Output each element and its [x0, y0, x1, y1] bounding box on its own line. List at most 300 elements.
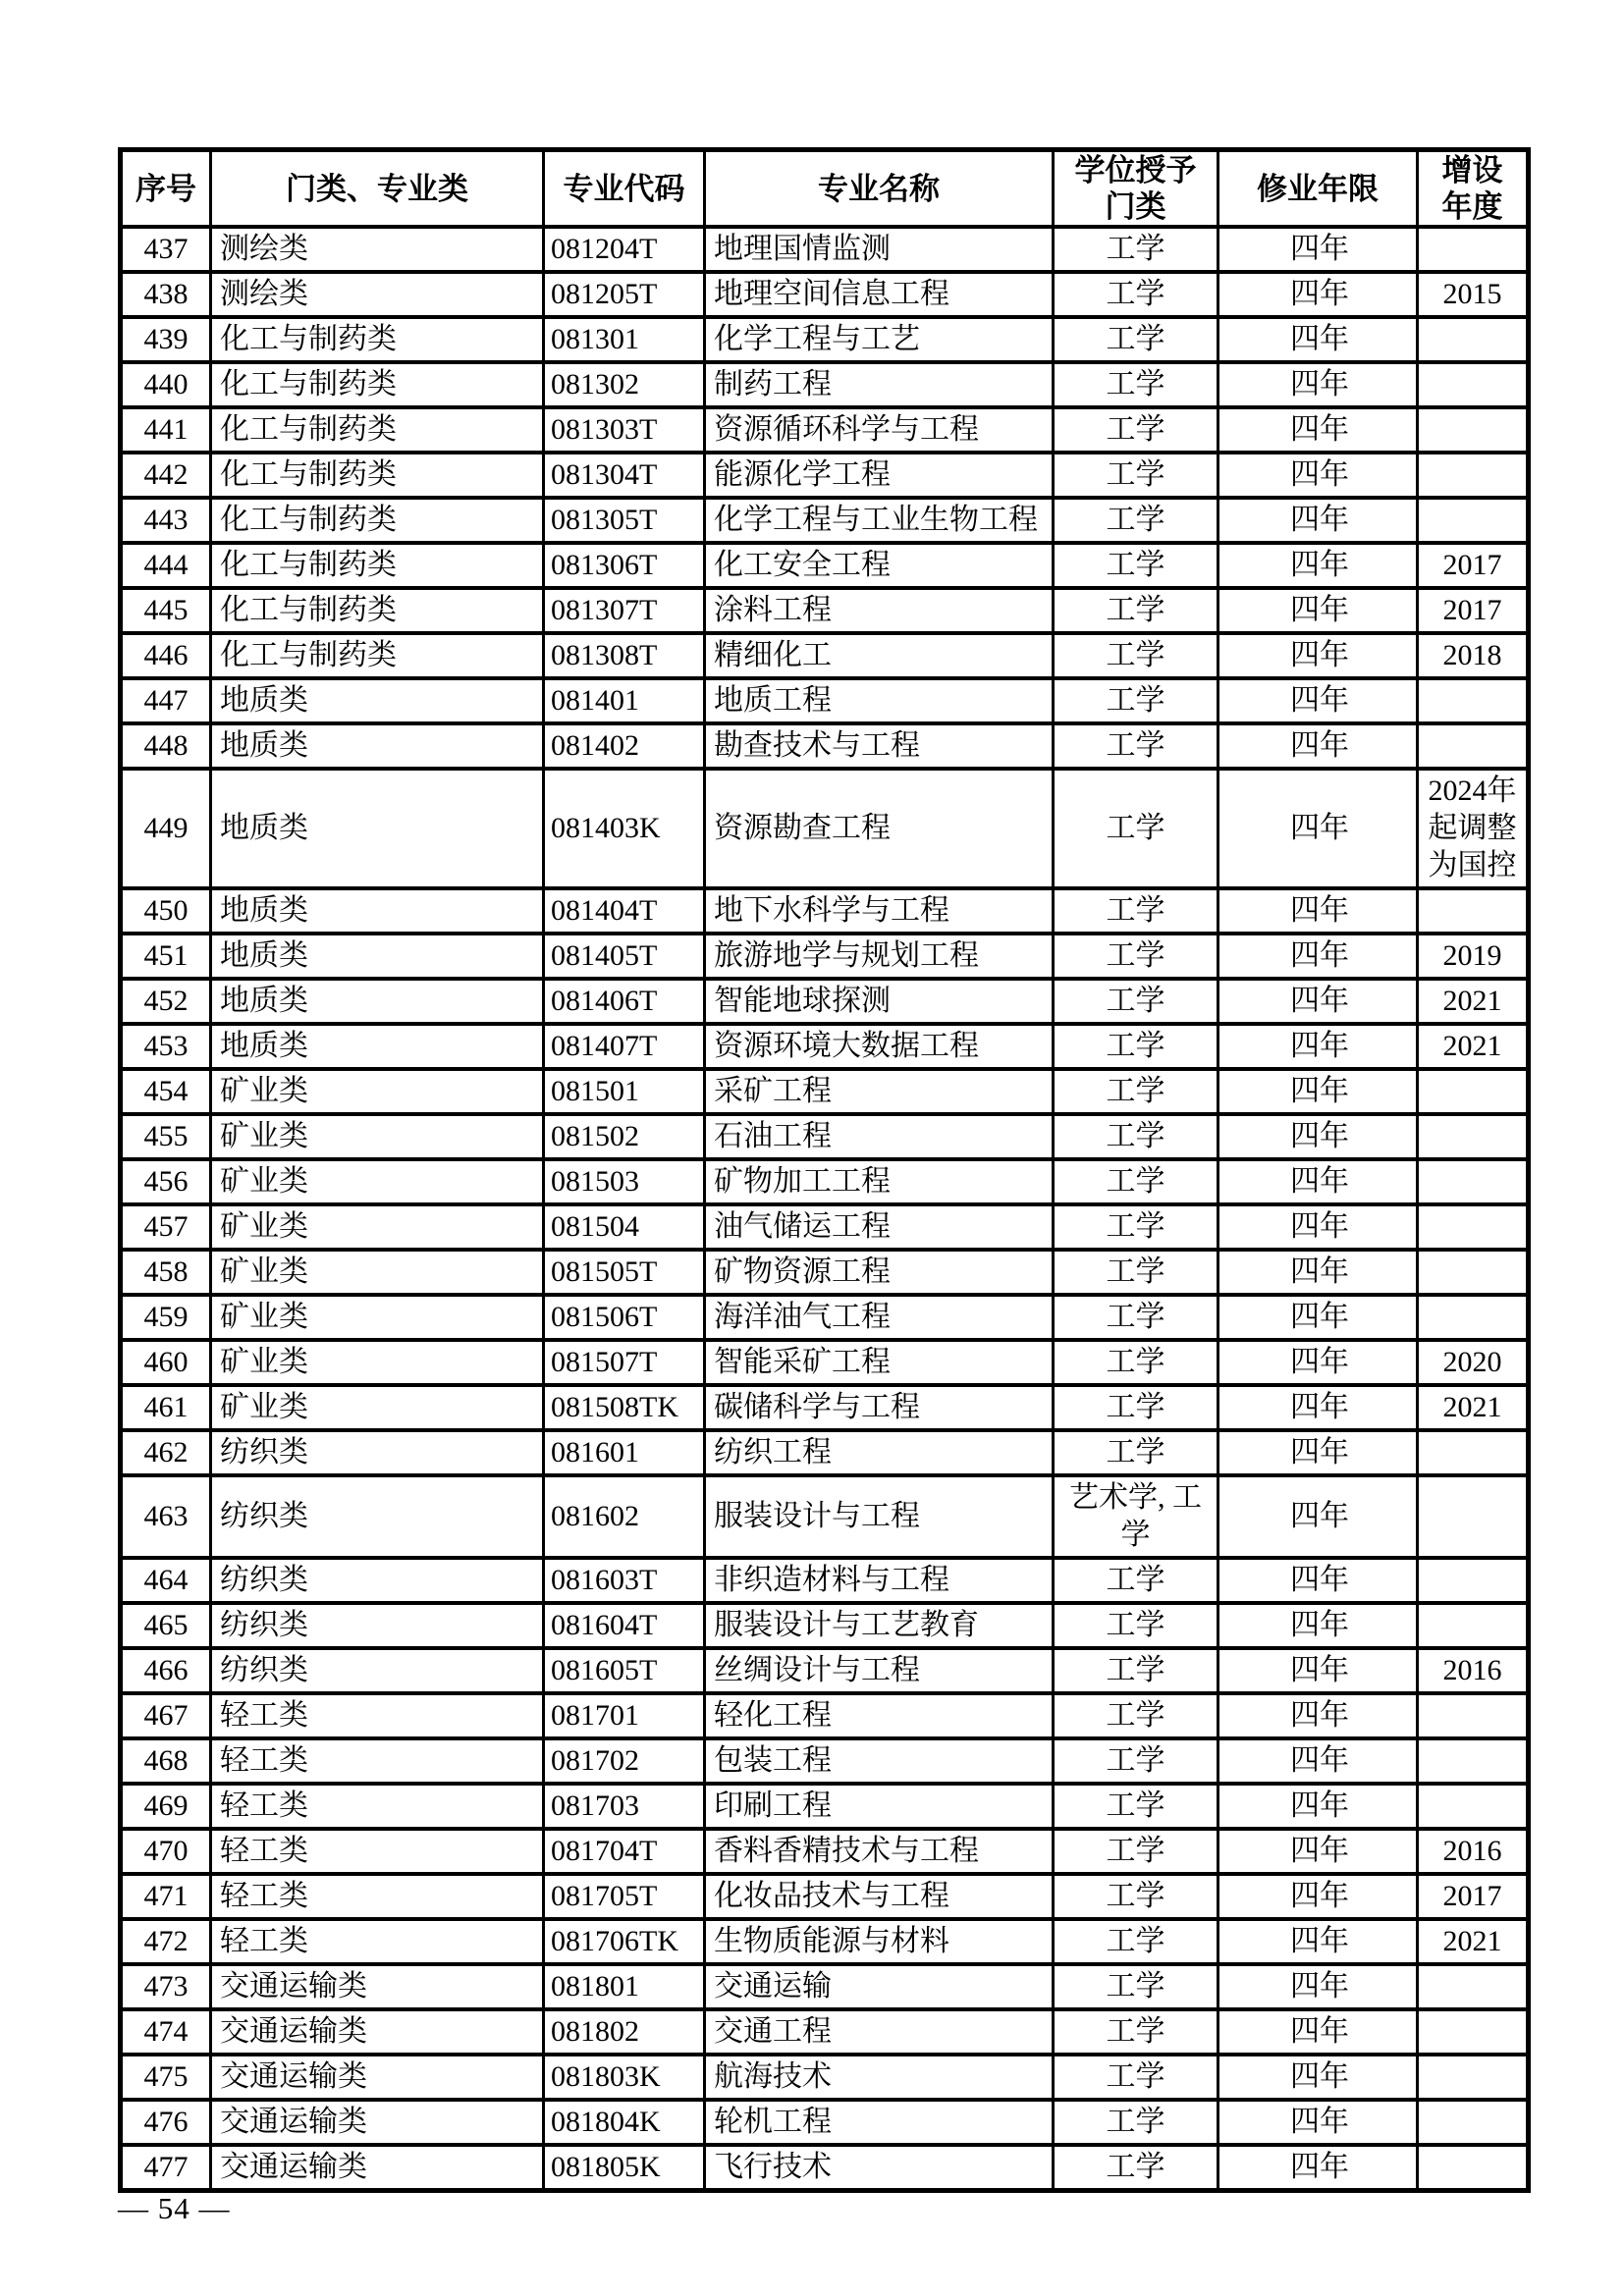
table-row [121, 1784, 1529, 1829]
cell-year-added [1418, 2145, 1529, 2191]
table-row [121, 1024, 1529, 1069]
cell-code: 081305T [544, 498, 705, 543]
table-row [121, 407, 1529, 453]
cell-year-added [1418, 1250, 1529, 1295]
cell-name: 服装设计与工艺教育 [705, 1603, 1054, 1648]
cell-degree: 工学 [1054, 272, 1218, 317]
header-cell-category: 门类、专业类 [211, 150, 544, 228]
cell-year-added [1418, 1204, 1529, 1250]
cell-index: 473 [121, 1964, 211, 2009]
table-header [121, 150, 1529, 228]
cell-year-added [1418, 723, 1529, 769]
table-row [121, 1159, 1529, 1204]
cell-name: 油气储运工程 [705, 1204, 1054, 1250]
header-cell-code: 专业代码 [544, 150, 705, 228]
cell-category: 地质类 [211, 934, 544, 979]
cell-degree: 工学 [1054, 2100, 1218, 2145]
cell-code: 081503 [544, 1159, 705, 1204]
cell-duration: 四年 [1218, 1430, 1418, 1475]
cell-index: 460 [121, 1340, 211, 1385]
cell-duration: 四年 [1218, 1204, 1418, 1250]
cell-duration: 四年 [1218, 678, 1418, 723]
table-row [121, 543, 1529, 588]
cell-year-added: 2016 [1418, 1829, 1529, 1874]
cell-degree: 工学 [1054, 1385, 1218, 1430]
cell-code: 081502 [544, 1114, 705, 1159]
cell-degree: 工学 [1054, 362, 1218, 407]
cell-code: 081603T [544, 1558, 705, 1603]
cell-duration: 四年 [1218, 362, 1418, 407]
cell-duration: 四年 [1218, 1648, 1418, 1693]
cell-duration: 四年 [1218, 934, 1418, 979]
cell-name: 化学工程与工业生物工程 [705, 498, 1054, 543]
table-row [121, 2009, 1529, 2055]
cell-duration: 四年 [1218, 1159, 1418, 1204]
cell-name: 化学工程与工艺 [705, 317, 1054, 362]
cell-category: 地质类 [211, 1024, 544, 1069]
cell-category: 测绘类 [211, 227, 544, 272]
cell-year-added [1418, 407, 1529, 453]
cell-degree: 工学 [1054, 1295, 1218, 1340]
cell-year-added [1418, 1475, 1529, 1558]
cell-category: 轻工类 [211, 1874, 544, 1919]
cell-index: 440 [121, 362, 211, 407]
cell-category: 矿业类 [211, 1204, 544, 1250]
header-cell-duration: 修业年限 [1218, 150, 1418, 228]
cell-duration: 四年 [1218, 2009, 1418, 2055]
cell-duration: 四年 [1218, 1738, 1418, 1784]
cell-duration: 四年 [1218, 453, 1418, 498]
cell-category: 矿业类 [211, 1069, 544, 1114]
cell-category: 矿业类 [211, 1114, 544, 1159]
table-row [121, 498, 1529, 543]
table-row [121, 888, 1529, 934]
cell-year-added [1418, 1159, 1529, 1204]
table-row [121, 1738, 1529, 1784]
cell-code: 081303T [544, 407, 705, 453]
cell-code: 081407T [544, 1024, 705, 1069]
cell-code: 081803K [544, 2055, 705, 2100]
cell-year-added [1418, 1964, 1529, 2009]
cell-category: 矿业类 [211, 1295, 544, 1340]
cell-code: 081404T [544, 888, 705, 934]
cell-name: 丝绸设计与工程 [705, 1648, 1054, 1693]
cell-code: 081802 [544, 2009, 705, 2055]
cell-index: 441 [121, 407, 211, 453]
cell-name: 矿物资源工程 [705, 1250, 1054, 1295]
table-row [121, 2100, 1529, 2145]
cell-duration: 四年 [1218, 979, 1418, 1024]
cell-year-added: 2015 [1418, 272, 1529, 317]
cell-duration: 四年 [1218, 1024, 1418, 1069]
table-row [121, 1558, 1529, 1603]
cell-degree: 工学 [1054, 1024, 1218, 1069]
cell-index: 456 [121, 1159, 211, 1204]
cell-duration: 四年 [1218, 272, 1418, 317]
table-row [121, 1250, 1529, 1295]
cell-year-added: 2021 [1418, 1919, 1529, 1964]
cell-index: 470 [121, 1829, 211, 1874]
page-number: — 54 — [118, 2191, 231, 2225]
cell-degree: 工学 [1054, 1159, 1218, 1204]
cell-year-added [1418, 227, 1529, 272]
cell-duration: 四年 [1218, 2055, 1418, 2100]
cell-code: 081304T [544, 453, 705, 498]
cell-code: 081301 [544, 317, 705, 362]
table-row [121, 1385, 1529, 1430]
cell-category: 地质类 [211, 678, 544, 723]
cell-degree: 工学 [1054, 1738, 1218, 1784]
cell-name: 涂料工程 [705, 588, 1054, 633]
cell-code: 081704T [544, 1829, 705, 1874]
table-row [121, 1340, 1529, 1385]
cell-index: 439 [121, 317, 211, 362]
cell-year-added: 2019 [1418, 934, 1529, 979]
table-row [121, 588, 1529, 633]
cell-duration: 四年 [1218, 1829, 1418, 1874]
cell-category: 地质类 [211, 723, 544, 769]
cell-year-added [1418, 888, 1529, 934]
cell-index: 442 [121, 453, 211, 498]
cell-year-added: 2021 [1418, 979, 1529, 1024]
cell-category: 化工与制药类 [211, 453, 544, 498]
cell-year-added [1418, 317, 1529, 362]
cell-degree: 工学 [1054, 1603, 1218, 1648]
cell-code: 081306T [544, 543, 705, 588]
cell-year-added [1418, 498, 1529, 543]
cell-index: 461 [121, 1385, 211, 1430]
table-row [121, 633, 1529, 678]
cell-name: 服装设计与工程 [705, 1475, 1054, 1558]
cell-year-added: 2017 [1418, 543, 1529, 588]
cell-category: 轻工类 [211, 1919, 544, 1964]
cell-name: 资源循环科学与工程 [705, 407, 1054, 453]
cell-name: 能源化学工程 [705, 453, 1054, 498]
cell-index: 471 [121, 1874, 211, 1919]
table-row [121, 1874, 1529, 1919]
cell-code: 081701 [544, 1693, 705, 1738]
cell-category: 化工与制药类 [211, 362, 544, 407]
cell-category: 化工与制药类 [211, 498, 544, 543]
cell-name: 地理空间信息工程 [705, 272, 1054, 317]
cell-duration: 四年 [1218, 543, 1418, 588]
cell-index: 451 [121, 934, 211, 979]
cell-degree: 工学 [1054, 1430, 1218, 1475]
cell-category: 地质类 [211, 979, 544, 1024]
cell-duration: 四年 [1218, 1295, 1418, 1340]
cell-code: 081602 [544, 1475, 705, 1558]
cell-name: 勘查技术与工程 [705, 723, 1054, 769]
cell-name: 地理国情监测 [705, 227, 1054, 272]
majors-table [118, 147, 1531, 2193]
cell-degree: 工学 [1054, 227, 1218, 272]
cell-year-added [1418, 2055, 1529, 2100]
cell-name: 智能地球探测 [705, 979, 1054, 1024]
cell-category: 地质类 [211, 769, 544, 888]
cell-index: 462 [121, 1430, 211, 1475]
cell-index: 465 [121, 1603, 211, 1648]
cell-name: 化工安全工程 [705, 543, 1054, 588]
cell-code: 081801 [544, 1964, 705, 2009]
cell-index: 472 [121, 1919, 211, 1964]
cell-code: 081804K [544, 2100, 705, 2145]
cell-year-added: 2016 [1418, 1648, 1529, 1693]
cell-index: 437 [121, 227, 211, 272]
cell-code: 081601 [544, 1430, 705, 1475]
cell-name: 制药工程 [705, 362, 1054, 407]
table-row [121, 1114, 1529, 1159]
cell-category: 矿业类 [211, 1340, 544, 1385]
cell-duration: 四年 [1218, 1069, 1418, 1114]
cell-index: 443 [121, 498, 211, 543]
cell-index: 453 [121, 1024, 211, 1069]
cell-index: 475 [121, 2055, 211, 2100]
cell-category: 交通运输类 [211, 2009, 544, 2055]
cell-year-added: 2020 [1418, 1340, 1529, 1385]
cell-duration: 四年 [1218, 498, 1418, 543]
cell-degree: 工学 [1054, 1693, 1218, 1738]
cell-year-added: 2018 [1418, 633, 1529, 678]
cell-code: 081508TK [544, 1385, 705, 1430]
cell-code: 081604T [544, 1603, 705, 1648]
cell-category: 轻工类 [211, 1784, 544, 1829]
cell-degree: 工学 [1054, 453, 1218, 498]
cell-name: 纺织工程 [705, 1430, 1054, 1475]
cell-duration: 四年 [1218, 1919, 1418, 1964]
cell-duration: 四年 [1218, 1114, 1418, 1159]
table-row [121, 317, 1529, 362]
cell-degree: 工学 [1054, 1204, 1218, 1250]
table-row [121, 1069, 1529, 1114]
header-cell-index: 序号 [121, 150, 211, 228]
cell-year-added [1418, 2009, 1529, 2055]
cell-index: 445 [121, 588, 211, 633]
cell-degree: 工学 [1054, 543, 1218, 588]
cell-name: 精细化工 [705, 633, 1054, 678]
cell-duration: 四年 [1218, 2100, 1418, 2145]
cell-code: 081702 [544, 1738, 705, 1784]
cell-year-added: 2017 [1418, 588, 1529, 633]
cell-duration: 四年 [1218, 633, 1418, 678]
cell-year-added [1418, 1693, 1529, 1738]
cell-index: 449 [121, 769, 211, 888]
header-cell-name: 专业名称 [705, 150, 1054, 228]
cell-degree: 艺术学, 工学 [1054, 1475, 1218, 1558]
cell-code: 081506T [544, 1295, 705, 1340]
cell-degree: 工学 [1054, 1250, 1218, 1295]
cell-index: 458 [121, 1250, 211, 1295]
cell-category: 纺织类 [211, 1430, 544, 1475]
cell-category: 矿业类 [211, 1159, 544, 1204]
table-row [121, 453, 1529, 498]
cell-degree: 工学 [1054, 407, 1218, 453]
cell-year-added [1418, 1558, 1529, 1603]
cell-index: 459 [121, 1295, 211, 1340]
cell-index: 474 [121, 2009, 211, 2055]
cell-degree: 工学 [1054, 498, 1218, 543]
cell-year-added [1418, 1295, 1529, 1340]
cell-category: 地质类 [211, 888, 544, 934]
cell-duration: 四年 [1218, 1385, 1418, 1430]
table-row [121, 1964, 1529, 2009]
cell-duration: 四年 [1218, 1558, 1418, 1603]
cell-name: 石油工程 [705, 1114, 1054, 1159]
cell-category: 矿业类 [211, 1385, 544, 1430]
cell-category: 纺织类 [211, 1648, 544, 1693]
cell-year-added [1418, 1784, 1529, 1829]
cell-name: 交通运输 [705, 1964, 1054, 2009]
cell-duration: 四年 [1218, 1964, 1418, 2009]
cell-duration: 四年 [1218, 227, 1418, 272]
cell-name: 采矿工程 [705, 1069, 1054, 1114]
cell-index: 464 [121, 1558, 211, 1603]
cell-year-added: 2021 [1418, 1024, 1529, 1069]
cell-degree: 工学 [1054, 1874, 1218, 1919]
table-row [121, 979, 1529, 1024]
cell-code: 081706TK [544, 1919, 705, 1964]
cell-category: 纺织类 [211, 1558, 544, 1603]
cell-name: 交通工程 [705, 2009, 1054, 2055]
cell-degree: 工学 [1054, 723, 1218, 769]
table-row [121, 1829, 1529, 1874]
cell-year-added: 2017 [1418, 1874, 1529, 1919]
cell-category: 测绘类 [211, 272, 544, 317]
cell-category: 交通运输类 [211, 1964, 544, 2009]
cell-duration: 四年 [1218, 407, 1418, 453]
cell-duration: 四年 [1218, 1784, 1418, 1829]
cell-name: 化妆品技术与工程 [705, 1874, 1054, 1919]
cell-duration: 四年 [1218, 1874, 1418, 1919]
cell-degree: 工学 [1054, 1648, 1218, 1693]
cell-index: 448 [121, 723, 211, 769]
cell-index: 466 [121, 1648, 211, 1693]
header-cell-degree: 学位授予门类 [1054, 150, 1218, 228]
cell-year-added: 2024年起调整为国控 [1418, 769, 1529, 888]
cell-degree: 工学 [1054, 2145, 1218, 2191]
cell-index: 438 [121, 272, 211, 317]
cell-index: 476 [121, 2100, 211, 2145]
table-row [121, 723, 1529, 769]
table-row [121, 227, 1529, 272]
cell-duration: 四年 [1218, 1693, 1418, 1738]
table-body [121, 227, 1529, 2191]
cell-name: 轻化工程 [705, 1693, 1054, 1738]
cell-degree: 工学 [1054, 1964, 1218, 2009]
cell-index: 450 [121, 888, 211, 934]
cell-year-added [1418, 678, 1529, 723]
cell-category: 轻工类 [211, 1829, 544, 1874]
cell-degree: 工学 [1054, 888, 1218, 934]
cell-code: 081402 [544, 723, 705, 769]
table-row [121, 769, 1529, 888]
cell-name: 轮机工程 [705, 2100, 1054, 2145]
cell-index: 469 [121, 1784, 211, 1829]
cell-code: 081302 [544, 362, 705, 407]
cell-name: 香料香精技术与工程 [705, 1829, 1054, 1874]
cell-code: 081406T [544, 979, 705, 1024]
cell-category: 矿业类 [211, 1250, 544, 1295]
cell-category: 轻工类 [211, 1738, 544, 1784]
cell-name: 地下水科学与工程 [705, 888, 1054, 934]
cell-name: 资源环境大数据工程 [705, 1024, 1054, 1069]
cell-degree: 工学 [1054, 769, 1218, 888]
cell-index: 455 [121, 1114, 211, 1159]
cell-degree: 工学 [1054, 1340, 1218, 1385]
cell-year-added [1418, 453, 1529, 498]
cell-degree: 工学 [1054, 588, 1218, 633]
cell-name: 非织造材料与工程 [705, 1558, 1054, 1603]
cell-index: 463 [121, 1475, 211, 1558]
cell-code: 081308T [544, 633, 705, 678]
cell-duration: 四年 [1218, 1340, 1418, 1385]
cell-code: 081307T [544, 588, 705, 633]
cell-category: 交通运输类 [211, 2055, 544, 2100]
table-row [121, 1603, 1529, 1648]
cell-index: 446 [121, 633, 211, 678]
header-row [121, 150, 1529, 228]
cell-name: 资源勘查工程 [705, 769, 1054, 888]
cell-duration: 四年 [1218, 1250, 1418, 1295]
cell-name: 旅游地学与规划工程 [705, 934, 1054, 979]
cell-year-added [1418, 2100, 1529, 2145]
cell-index: 468 [121, 1738, 211, 1784]
table-row [121, 2055, 1529, 2100]
cell-degree: 工学 [1054, 1069, 1218, 1114]
table-row [121, 1693, 1529, 1738]
cell-degree: 工学 [1054, 1784, 1218, 1829]
cell-year-added: 2021 [1418, 1385, 1529, 1430]
cell-duration: 四年 [1218, 723, 1418, 769]
cell-index: 444 [121, 543, 211, 588]
cell-year-added [1418, 362, 1529, 407]
cell-name: 生物质能源与材料 [705, 1919, 1054, 1964]
table-row [121, 1919, 1529, 1964]
cell-category: 交通运输类 [211, 2100, 544, 2145]
cell-code: 081501 [544, 1069, 705, 1114]
cell-index: 457 [121, 1204, 211, 1250]
cell-name: 印刷工程 [705, 1784, 1054, 1829]
cell-category: 化工与制药类 [211, 633, 544, 678]
table-row [121, 272, 1529, 317]
header-cell-year-added: 增设年度 [1418, 150, 1529, 228]
cell-duration: 四年 [1218, 769, 1418, 888]
cell-code: 081507T [544, 1340, 705, 1385]
cell-duration: 四年 [1218, 588, 1418, 633]
cell-category: 化工与制药类 [211, 407, 544, 453]
cell-index: 467 [121, 1693, 211, 1738]
table-row [121, 1475, 1529, 1558]
cell-code: 081605T [544, 1648, 705, 1693]
cell-name: 矿物加工工程 [705, 1159, 1054, 1204]
cell-degree: 工学 [1054, 1114, 1218, 1159]
cell-index: 447 [121, 678, 211, 723]
cell-category: 化工与制药类 [211, 588, 544, 633]
cell-year-added [1418, 1738, 1529, 1784]
cell-code: 081205T [544, 272, 705, 317]
cell-degree: 工学 [1054, 934, 1218, 979]
cell-duration: 四年 [1218, 317, 1418, 362]
table-row [121, 1295, 1529, 1340]
cell-code: 081805K [544, 2145, 705, 2191]
cell-category: 化工与制药类 [211, 543, 544, 588]
cell-category: 纺织类 [211, 1603, 544, 1648]
cell-name: 航海技术 [705, 2055, 1054, 2100]
cell-degree: 工学 [1054, 2009, 1218, 2055]
cell-name: 飞行技术 [705, 2145, 1054, 2191]
cell-code: 081405T [544, 934, 705, 979]
cell-degree: 工学 [1054, 979, 1218, 1024]
cell-code: 081703 [544, 1784, 705, 1829]
